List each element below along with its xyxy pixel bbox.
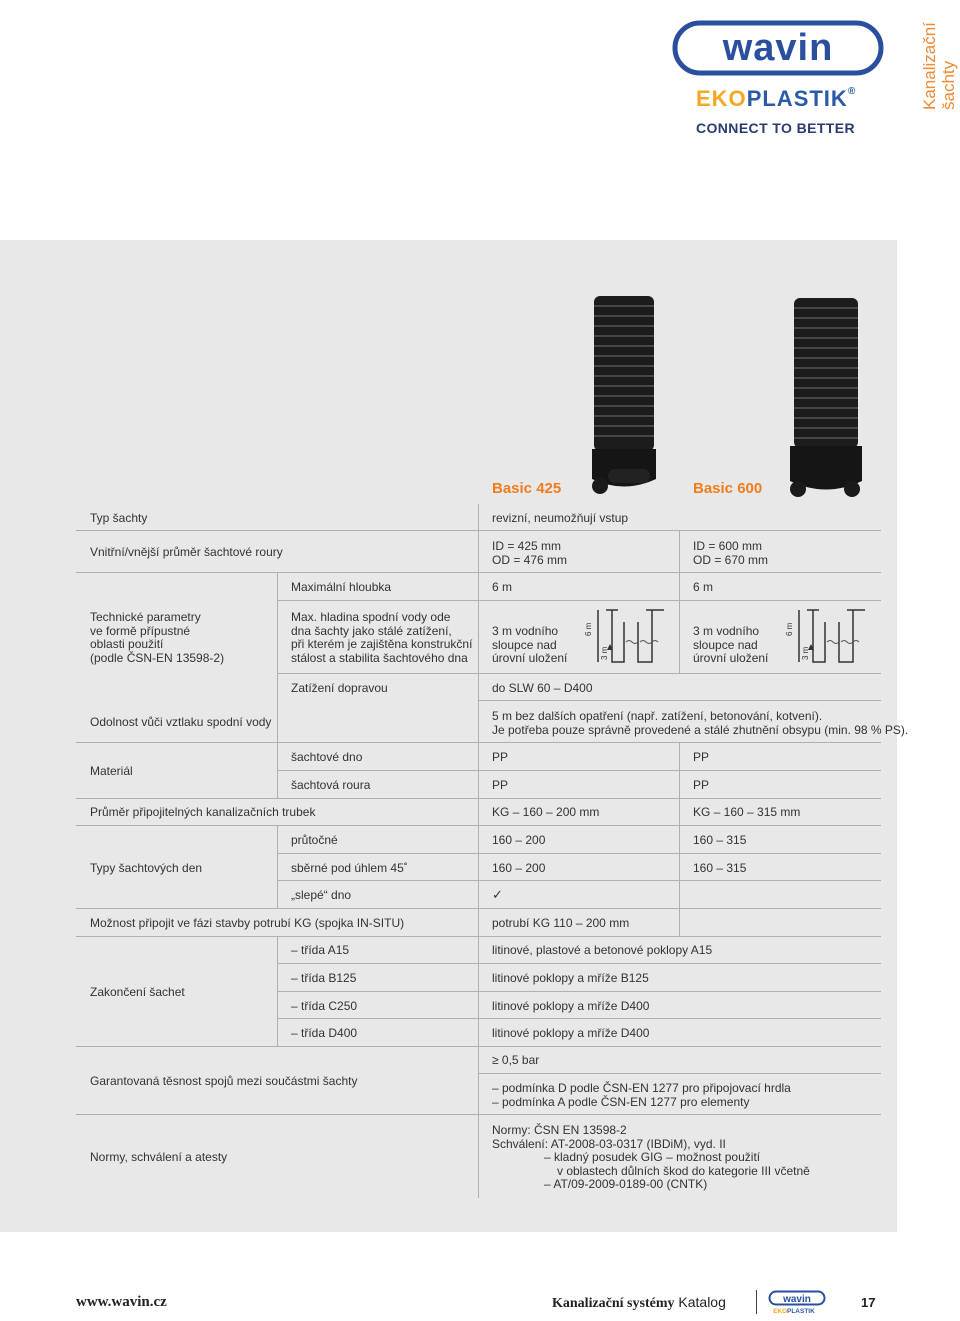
row-divider [278, 770, 881, 771]
footer-wavin-wordmark: wavin [783, 1294, 811, 1305]
side-tab-label: Kanalizační šachty [920, 22, 958, 110]
sberne-c2: 160 – 315 [693, 861, 747, 875]
prutocne-label: průtočné [291, 833, 338, 847]
row-label-prumer: Vnitřní/vnější průměr šachtové roury [90, 545, 283, 559]
row-label-tesnost: Garantovaná těsnost spojů mezi součástmi šachty [90, 1074, 358, 1088]
column-divider [277, 936, 278, 1046]
dia-3m-label: 3 m [600, 646, 609, 660]
wavin-logo-badge [672, 20, 884, 76]
odolnost-line: Je potřeba pouze správně provedené a stálé zhutnění obsypu (min. 98 % PS). [492, 722, 909, 737]
voda-c1 [492, 625, 567, 666]
dno-c2: PP [693, 750, 710, 764]
prumer-c1 [492, 540, 567, 567]
row-label-normy: Normy, schválení a atesty [90, 1150, 228, 1164]
voda-line: sloupce nad [492, 637, 557, 652]
row-label-den: Typy šachtových den [90, 861, 203, 875]
column-divider [679, 572, 680, 673]
column-divider [277, 825, 278, 908]
dno-label: šachtové dno [291, 750, 363, 764]
column-divider [478, 504, 479, 1198]
tesnost-conditions [492, 1082, 791, 1109]
basic-600-shaft-image [788, 296, 864, 501]
voda-c2 [693, 625, 768, 666]
row-divider [278, 963, 881, 964]
row-divider [278, 600, 881, 601]
footer-wavin-logo [768, 1290, 826, 1316]
footer-logo [768, 1290, 826, 1321]
trida-c250: – třída C250 [291, 999, 358, 1013]
voda-line: 3 m vodního [693, 624, 760, 638]
sberne-label: sběrné pod úhlem 45˚ [291, 861, 408, 875]
trida-a15-value: litinové, plastové a betonové poklopy A15 [492, 943, 713, 957]
column-title-basic-600: Basic 600 [693, 480, 763, 497]
trida-b125: – třída B125 [291, 971, 357, 985]
water-level-diagram-c2 [783, 606, 869, 668]
row-label-odolnost: Odolnost vůči vztlaku spodní vody [90, 715, 272, 729]
hloubka-c1: 6 m [492, 580, 513, 594]
row-divider [478, 700, 881, 701]
hladina-line: Max. hladina spodní vody ode [291, 610, 451, 624]
row-label-tech [90, 611, 224, 665]
roura-c1: PP [492, 778, 509, 792]
prutocne-c1: 160 – 200 [492, 833, 546, 847]
prumer-c2-id: ID = 600 mm [693, 539, 763, 553]
typ-value: revizní, neumožňují vstup [492, 511, 629, 525]
hladina-line: dna šachty jako stálé zatížení, [291, 623, 452, 638]
tech-line: Technické parametry [90, 610, 201, 624]
voda-line: úrovní uložení [693, 651, 769, 665]
row-label-typ: Typ šachty [90, 511, 148, 525]
page-number: 17 [861, 1295, 876, 1310]
plastik-part: PLASTIK [746, 86, 848, 111]
trubky-c2: KG – 160 – 315 mm [693, 805, 801, 819]
normy-line: v oblastech důlních škod do kategorie III včetně [557, 1163, 810, 1178]
normy-line: – kladný posudek GIG – možnost použití [544, 1150, 761, 1164]
normy-line: Schválení: AT-2008-03-0317 (IBDiM), vyd. II [492, 1136, 726, 1151]
column-divider [277, 742, 278, 798]
slepe-check-icon: ✓ [492, 887, 503, 902]
trida-d400-value: litinové poklopy a mříže D400 [492, 1026, 650, 1040]
roura-c2: PP [693, 778, 710, 792]
normy-line: – AT/09-2009-0189-00 (CNTK) [544, 1177, 708, 1191]
prumer-c2-od: OD = 670 mm [693, 552, 769, 567]
voda-line: 3 m vodního [492, 624, 559, 638]
tech-line: oblasti použití [90, 637, 164, 651]
roura-label: šachtová roura [291, 778, 371, 792]
row-label-material: Materiál [90, 764, 133, 778]
column-divider [679, 742, 680, 936]
footer-url-link[interactable]: www.wavin.cz [76, 1294, 167, 1310]
tesnost-line: – podmínka D podle ČSN-EN 1277 pro připojovací hrdla [492, 1081, 791, 1095]
row-divider [278, 1018, 881, 1019]
row-label-moznost: Možnost připojit ve fázi stavby potrubí KG (spojka IN-SITU) [90, 916, 405, 930]
tagline: CONNECT TO BETTER [696, 120, 855, 136]
footer-plastik-part: PLASTIK [787, 1308, 815, 1315]
trubky-c1: KG – 160 – 200 mm [492, 805, 600, 819]
trida-d400: – třída D400 [291, 1026, 358, 1040]
dia-6m-label: 6 m [584, 622, 593, 636]
hloubka-c2: 6 m [693, 580, 714, 594]
row-divider [278, 991, 881, 992]
tech-line: ve formě přípustné [90, 623, 191, 638]
row-divider [278, 880, 881, 881]
footer-divider [756, 1290, 757, 1314]
prumer-c1-id: ID = 425 mm [492, 539, 562, 553]
footer-catalog-title [552, 1294, 726, 1312]
row-divider [278, 853, 881, 854]
hladina-label [291, 611, 472, 665]
dia-6m-label: 6 m [785, 622, 794, 636]
prutocne-c2: 160 – 315 [693, 833, 747, 847]
row-label-trubky: Průměr připojitelných kanalizačních trubek [90, 805, 316, 819]
trida-b125-value: litinové poklopy a mříže B125 [492, 971, 649, 985]
odolnost-value [492, 710, 908, 737]
slepe-label: „slepé“ dno [291, 888, 352, 902]
footer-eko-part: EKO [773, 1308, 788, 1315]
eko-part: EKO [696, 86, 747, 111]
voda-line: úrovní uložení [492, 651, 568, 665]
row-label-zakonceni: Zakončení šachet [90, 985, 185, 999]
tech-line: (podle ČSN-EN 13598-2) [90, 650, 225, 665]
trida-c250-value: litinové poklopy a mříže D400 [492, 999, 650, 1013]
wavin-wordmark: wavin [722, 27, 834, 69]
prumer-c1-od: OD = 476 mm [492, 552, 568, 567]
odolnost-line: 5 m bez dalších opatření (např. zatížení, betonování, kotvení). [492, 709, 823, 723]
wavin-ekoplastik-logo [672, 20, 884, 136]
moznost-value: potrubí KG 110 – 200 mm [492, 916, 630, 930]
catalog-title-bold: Kanalizační systémy [552, 1296, 675, 1311]
row-divider [478, 1073, 881, 1074]
zatizeni-label: Zatížení dopravou [291, 681, 388, 695]
column-title-basic-425: Basic 425 [492, 480, 562, 497]
basic-425-shaft-image [588, 294, 660, 499]
dia-3m-label: 3 m [801, 646, 810, 660]
normy-line: Normy: ČSN EN 13598-2 [492, 1123, 627, 1137]
trida-a15: – třída A15 [291, 943, 350, 957]
dno-c1: PP [492, 750, 509, 764]
registered-mark: ® [847, 86, 857, 97]
voda-line: sloupce nad [693, 637, 758, 652]
column-divider [277, 572, 278, 742]
normy-value [492, 1124, 810, 1192]
hladina-line: při kterém je zajištěna konstrukční [291, 637, 473, 651]
row-label-hloubka: Maximální hloubka [291, 580, 392, 594]
water-level-diagram-c1 [582, 606, 668, 668]
tesnost-line: – podmínka A podle ČSN-EN 1277 pro elementy [492, 1094, 750, 1109]
ekoplastik-wordmark [696, 86, 884, 112]
column-divider [679, 530, 680, 572]
tesnost-pressure: ≥ 0,5 bar [492, 1053, 540, 1067]
row-divider [278, 673, 881, 674]
zatizeni-value: do SLW 60 – D400 [492, 681, 593, 695]
catalog-title-normal: Katalog [674, 1294, 726, 1310]
sberne-c1: 160 – 200 [492, 861, 546, 875]
prumer-c2 [693, 540, 768, 567]
hladina-line: stálost a stabilita šachtového dna [291, 650, 468, 665]
